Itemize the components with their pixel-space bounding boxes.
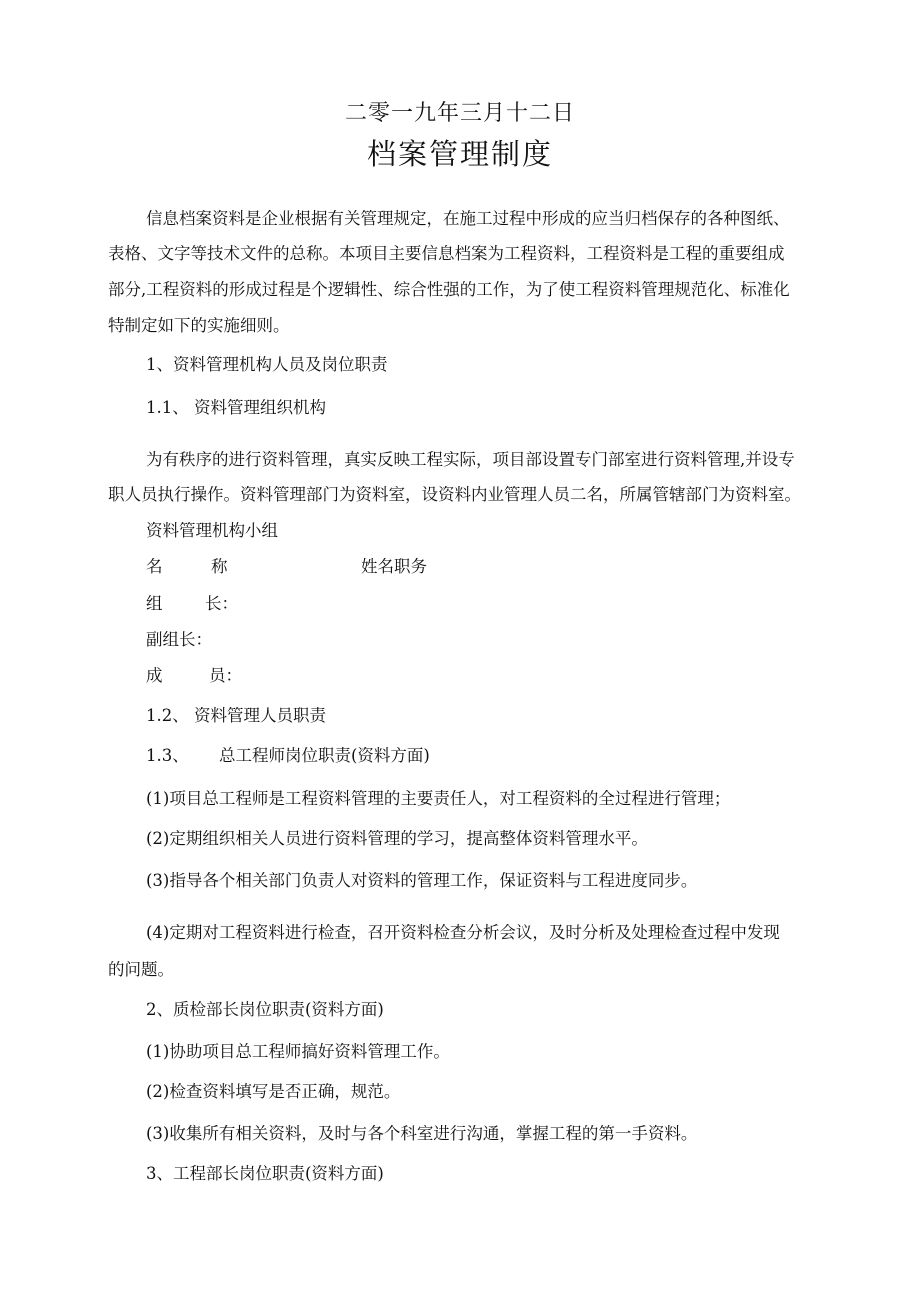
duty-item: (2)定期组织相关人员进行资料管理的学习，提高整体资料管理水平。 xyxy=(146,829,648,848)
section-heading-1: 1、资料管理机构人员及岗位职责 xyxy=(146,355,388,374)
member-label-a: 成 xyxy=(146,666,163,685)
intro-line: 表格、文字等技术文件的总称。本项目主要信息档案为工程资料，工程资料是工程的重要组成 xyxy=(108,244,785,263)
table-header-role: 姓名职务 xyxy=(361,557,427,576)
deputy-label: 副组长： xyxy=(146,630,212,649)
paragraph-line: 为有秩序的进行资料管理，真实反映工程实际，项目部设置专门部室进行资料管理,并设专 xyxy=(146,450,795,469)
group-title: 资料管理机构小组 xyxy=(146,521,278,540)
duty-item: (1)项目总工程师是工程资料管理的主要责任人，对工程资料的全过程进行管理； xyxy=(146,789,731,808)
document-date: 二零一九年三月十二日 xyxy=(344,101,575,126)
duty-item-continuation: 的问题。 xyxy=(108,960,174,979)
section-heading-2: 2、质检部长岗位职责(资料方面) xyxy=(146,1000,384,1019)
table-header-name-b: 称 xyxy=(211,557,228,576)
intro-line: 特制定如下的实施细则。 xyxy=(108,316,290,335)
member-label-b: 员： xyxy=(209,666,242,685)
table-header-name-a: 名 xyxy=(146,557,163,576)
intro-line: 部分,工程资料的形成过程是个逻辑性、综合性强的工作，为了使工程资料管理规范化、标准化 xyxy=(108,280,790,299)
leader-label-b: 长： xyxy=(205,594,238,613)
duty-item: (3)指导各个相关部门负责人对资料的管理工作，保证资料与工程进度同步。 xyxy=(146,871,698,890)
section-heading-1-1: 1.1、 资料管理组织机构 xyxy=(146,398,326,417)
section-heading-3: 3、工程部长岗位职责(资料方面) xyxy=(146,1164,384,1183)
section-heading-1-3-number: 1.3、 xyxy=(146,746,189,765)
intro-line: 信息档案资料是企业根据有关管理规定，在施工过程中形成的应当归档保存的各种图纸、 xyxy=(146,209,790,228)
duty-item: (1)协助项目总工程师搞好资料管理工作。 xyxy=(146,1042,450,1061)
duty-item: (2)检查资料填写是否正确，规范。 xyxy=(146,1082,401,1101)
duty-item: (4)定期对工程资料进行检查，召开资料检查分析会议，及时分析及处理检查过程中发现 xyxy=(146,923,780,942)
paragraph-line: 职人员执行操作。资料管理部门为资料室，设资料内业管理人员二名，所属管辖部门为资料室。 xyxy=(108,485,801,504)
duty-item: (3)收集所有相关资料，及时与各个科室进行沟通，掌握工程的第一手资料。 xyxy=(146,1124,698,1143)
document-title: 档案管理制度 xyxy=(366,137,553,171)
section-heading-1-3-text: 总工程师岗位职责(资料方面) xyxy=(219,746,430,765)
section-heading-1-2: 1.2、 资料管理人员职责 xyxy=(146,706,326,725)
leader-label-a: 组 xyxy=(146,594,163,613)
